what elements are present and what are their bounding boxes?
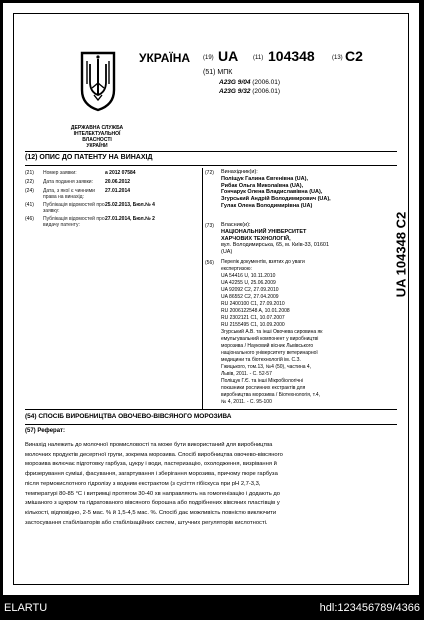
reference-item: емульгувальний компонент у виробництві — [221, 336, 319, 342]
reference-item: RU 2006122548 A, 10.01.2008 — [221, 308, 290, 314]
office-line: ДЕРЖАВНА СЛУЖБА — [70, 125, 124, 131]
office-line: УКРАЇНИ — [86, 143, 108, 149]
biblio-value: 20.06.2012 — [105, 179, 131, 185]
reference-item: UA 92092 C2, 27.09.2010 — [221, 287, 279, 293]
owner-address: вул. Володимирська, 65, м. Київ-33, 01601 — [221, 242, 329, 249]
inid-11: (11) — [253, 55, 264, 61]
inventor-name: Згурський Андрій Володимирович (UA), — [221, 196, 331, 203]
biblio-value: 25.02.2013, Бюл.№ 4 — [105, 202, 155, 208]
ipc-label: (51) МПК — [203, 69, 233, 76]
ipc-class: A23G 9/32 — [219, 88, 251, 95]
abstract-line: застосування стабілізаторів або стабілізаційних систем, штучних регуляторів кислотності. — [25, 519, 268, 526]
country-code: UA — [218, 48, 239, 64]
divider — [25, 165, 397, 166]
inid-code: (22) — [25, 179, 34, 185]
reference-item: морозива / Науковий вісник Львівського — [221, 343, 314, 349]
abstract-line: після термокислотного гідролізу з водним екстрактом (з сусіття гібіскуса при pH 2,7-3,3, — [25, 480, 261, 487]
reference-item: RU 2155495 C1, 10.09.2000 — [221, 322, 285, 328]
inid-19: (19) — [203, 55, 214, 61]
abstract-line: молочних продуктів десертної групи, зокрема морозива. Спосіб виробництва овочево-вівсяного — [25, 451, 283, 458]
biblio-label: Публікація відомостей про заявку: — [43, 202, 105, 214]
inid-13: (13) — [332, 55, 343, 61]
kind-code: C2 — [345, 48, 363, 64]
inid-56: (56) — [205, 260, 214, 266]
biblio-value: 27.01.2014, Бюл.№ 2 — [105, 216, 155, 222]
reference-item: Гжицького, том.13, №4 (50), частина 4, — [221, 364, 312, 370]
ipc-date: (2006.01) — [252, 88, 281, 95]
footer-source: ELARTU — [4, 602, 48, 614]
reference-item: RU 2302121 C1, 10.07.2007 — [221, 315, 285, 321]
ipc-class: A23G 9/04 — [219, 79, 251, 86]
footer-handle: hdl:123456789/4366 — [319, 602, 420, 614]
abstract-line: температурі 80-85 °С і витримці протягом 30-40 хв направляють на гомогенізацію і додають до — [25, 490, 281, 497]
column-divider — [202, 168, 203, 409]
inid-code: (21) — [25, 170, 34, 176]
abstract-text — [25, 441, 397, 528]
coat-of-arms-icon — [79, 50, 117, 112]
ipc-entry — [219, 78, 280, 87]
country-name: УКРАЇНА — [139, 51, 191, 65]
reference-item: Поліщук Г.Є. та інші Мікробіологічні — [221, 378, 304, 384]
references-label: Перелік документів, взятих до уваги — [221, 259, 305, 265]
owner-name: НАЦІОНАЛЬНИЙ УНІВЕРСИТЕТ — [221, 228, 307, 235]
inventor-name: Поліщук Галина Євгенівна (UA), — [221, 175, 308, 182]
inventor-name: Гулак Олена Володимирівна (UA) — [221, 202, 313, 209]
side-patent-label: UA 104348 C2 — [393, 211, 409, 298]
abstract-line: Винахід належить до молочної промисловості та може бути використаний для виробництва — [25, 442, 273, 448]
reference-item: Львів, 2011. - С. 52-57 — [221, 371, 272, 377]
inventor-name: Гончарук Олена Владиславівна (UA), — [221, 189, 323, 196]
references-block — [221, 259, 393, 406]
biblio-label: Дата подання заявки: — [43, 179, 93, 185]
references-label: експертизою: — [221, 266, 252, 272]
divider — [25, 424, 397, 425]
owner-name: ХАРЧОВИХ ТЕХНОЛОГІЙ, — [221, 235, 291, 242]
patent-page — [3, 3, 419, 595]
patent-number: 104348 — [268, 48, 315, 64]
reference-item: UA 54416 U, 10.11.2010 — [221, 273, 276, 279]
biblio-value: а 2012 07584 — [105, 170, 136, 176]
owner-label: Власник(и): — [221, 222, 251, 228]
office-line: ВЛАСНОСТІ — [82, 137, 112, 143]
reference-item: виробництва морозива / Біотехнологія, т.4, — [221, 392, 321, 398]
reference-item: № 4, 2011. - С. 95-100 — [221, 399, 272, 405]
inventor-name: Рибак Ольга Миколаївна (UA), — [221, 182, 304, 189]
reference-item: RU 2400100 C1, 27.09.2010 — [221, 301, 285, 307]
inid-code: (41) — [25, 202, 34, 208]
reference-item: показники рослинних екстрактів для — [221, 385, 306, 391]
biblio-value: 27.01.2014 — [105, 188, 131, 194]
biblio-label: Номер заявки: — [43, 170, 77, 176]
ipc-entry — [219, 87, 280, 96]
reference-item: Згурський А.В. та інші Овочева сировина як — [221, 329, 323, 335]
owner-block — [221, 222, 396, 256]
inventors-label: Винахідник(и): — [221, 169, 258, 175]
document-title: (12) ОПИС ДО ПАТЕНТУ НА ВИНАХІД — [25, 154, 153, 161]
ipc-list — [219, 78, 280, 96]
divider — [25, 409, 397, 410]
inid-72: (72) — [205, 170, 214, 176]
ipc-date: (2006.01) — [252, 79, 281, 86]
footer-bar — [0, 595, 424, 620]
inid-73: (73) — [205, 223, 214, 229]
abstract-line: фризерування суміші, фасування, загартування і зберігання морозива, причому пюре гарбуза — [25, 471, 278, 478]
abstract-heading: (57) Реферат: — [25, 428, 65, 434]
invention-title: (54) СПОСІБ ВИРОБНИЦТВА ОВОЧЕВО-ВІВСЯНОГО МОРОЗИВА — [25, 413, 232, 420]
abstract-line: морозива включає підготовку гарбуза, цукру і води, пастеризацію, охолодження, визрівання й — [25, 461, 277, 468]
reference-item: UA 86552 C2, 27.04.2009 — [221, 294, 279, 300]
abstract-line: кількості, відповідно, 2-5 мас. % й 1,5-4,5 мас. %. Спосіб дає можливість повністю виключити — [25, 509, 277, 516]
inid-code: (24) — [25, 188, 34, 194]
abstract-line: змішаного з цукром та гідратованого вівсяного борошна або подрібнених вівсяних пластівців у — [25, 500, 280, 507]
owner-address: (UA) — [221, 249, 233, 256]
divider — [25, 151, 397, 152]
reference-item: медицини та біотехнологій ім. С.З. — [221, 357, 301, 363]
biblio-label: Публікація відомостей про видачу патенту: — [43, 216, 105, 228]
office-name — [49, 125, 145, 149]
biblio-label: Дата, з якої є чинними права на винахід: — [43, 188, 95, 200]
reference-item: національного університету ветеринарної — [221, 350, 318, 356]
inid-code: (46) — [25, 216, 34, 222]
office-line: ІНТЕЛЕКТУАЛЬНОЇ — [73, 131, 121, 137]
reference-item: UA 42255 U, 25.06.2009 — [221, 280, 276, 286]
inventors-block — [221, 169, 396, 210]
